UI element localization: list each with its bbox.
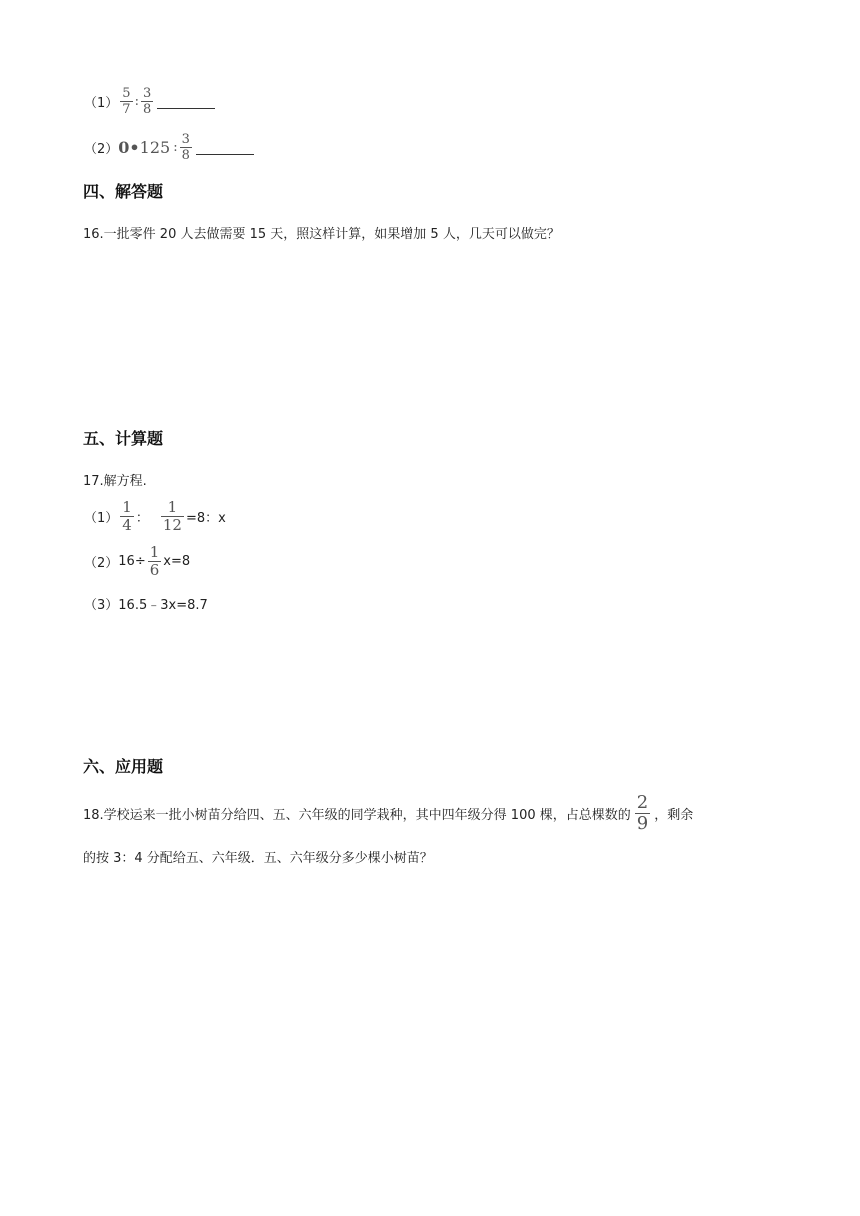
ratio-item-2 [84, 133, 254, 162]
question-16: 16.一批零件 20 人去做需要 15 天，照这样计算，如果增加 5 人，几天可以做完？ [83, 227, 560, 242]
section-heading: 六、应用题 [83, 757, 164, 776]
answer-blank[interactable] [196, 140, 254, 155]
equation-text: 16.5﹣3x=8.7 [118, 598, 208, 613]
section-heading: 五、计算题 [83, 429, 164, 448]
decimal-int: 0 [118, 138, 130, 157]
fraction: $\frac{1}{12}$ [162, 498, 182, 534]
equation-rest: x=8 [163, 554, 191, 569]
ratio-item-1 [84, 87, 215, 116]
question-18-text: 18.学校运来一批小树苗分给四、五、六年级的同学栽种，其中四年级分得 100 棵，占总棵数的 [83, 808, 631, 823]
item-label: （2） [84, 142, 119, 157]
colon: : [173, 140, 178, 155]
colon: ： [135, 511, 149, 526]
equation-rest: =8：x [185, 511, 226, 526]
question-18-line-1 [83, 794, 693, 833]
item-label: （1） [84, 96, 119, 111]
fraction: $\frac{2}{9}$ [636, 792, 649, 834]
fraction: $\frac{3}{8}$ [142, 86, 152, 117]
fraction: $\frac{5}{7}$ [122, 86, 131, 117]
section-heading: 四、解答题 [83, 182, 164, 201]
question-17-title: 17.解方程. [83, 474, 147, 489]
fraction: $\frac{3}{8}$ [181, 132, 190, 163]
item-label: （3） [84, 598, 119, 613]
decimal-point: • [129, 138, 140, 157]
question-18-line-2: 的按 3：4 分配给五、六年级．五、六年级分多少棵小树苗？ [83, 851, 433, 866]
decimal-fraction: 125 [139, 138, 171, 157]
equation-pre: 16÷ [118, 554, 146, 569]
item-label: （1） [84, 511, 119, 526]
question-18-text: ，剩余 [654, 808, 694, 823]
equation-1 [84, 500, 226, 533]
item-label: （2） [84, 556, 119, 571]
colon: : [134, 94, 139, 109]
fraction: $\frac{1}{6}$ [149, 543, 160, 579]
answer-blank[interactable] [157, 94, 215, 109]
equation-2 [84, 545, 190, 578]
equation-3 [84, 594, 208, 613]
fraction: $\frac{1}{4}$ [122, 498, 132, 534]
